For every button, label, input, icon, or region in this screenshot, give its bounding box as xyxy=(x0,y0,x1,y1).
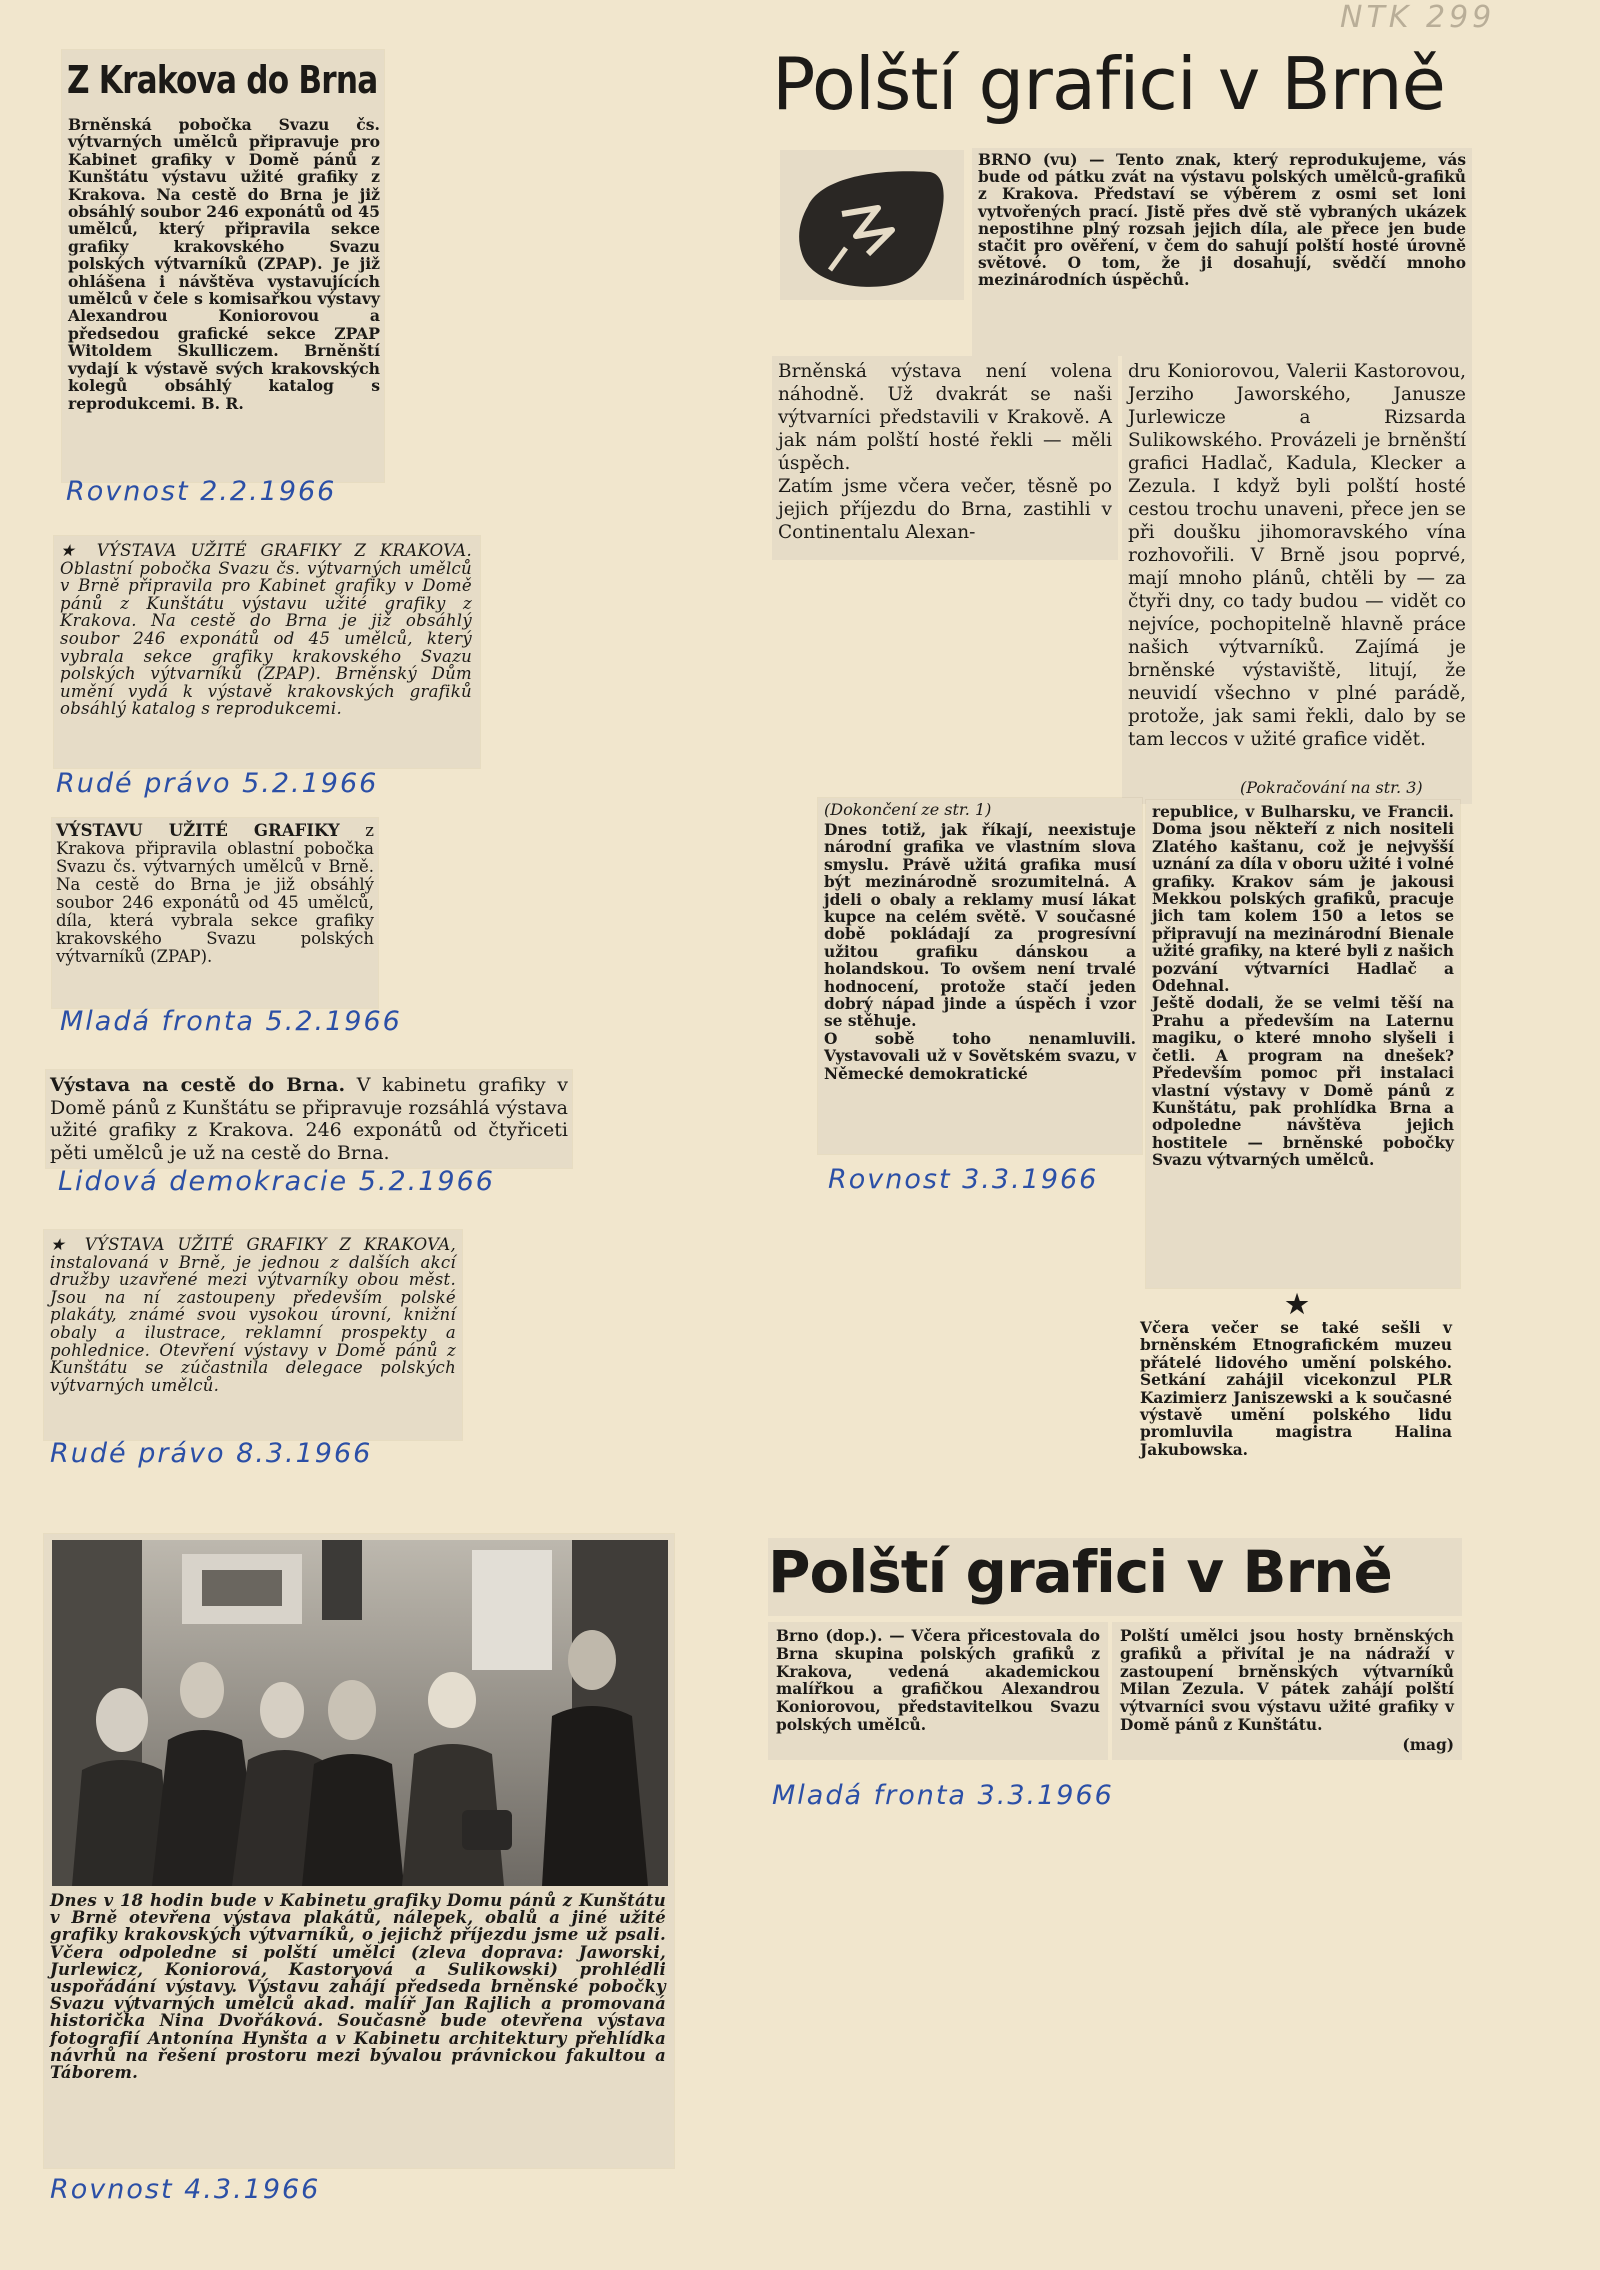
news-photo xyxy=(52,1540,668,1886)
emblem-graphic-icon xyxy=(780,150,964,300)
clipping-vystavu-uzite-grafiky xyxy=(52,818,378,1008)
source-note: Rovnost 3.3.1966 xyxy=(828,1164,1099,1195)
clipping-title: Polští grafici v Brně xyxy=(768,1538,1392,1606)
source-note: Mladá fronta 3.3.1966 xyxy=(772,1780,1114,1811)
clipping-lead: VÝSTAVU UŽITÉ GRAFIKY xyxy=(56,821,340,840)
clipping-vystava-uzite-grafiky-1 xyxy=(54,536,480,768)
source-note: Rudé právo 8.3.1966 xyxy=(50,1438,373,1469)
clipping-column-2: dru Koniorovou, Valerii Kastorovou, Jerziho Jaworského, Janusze Jurlewicze a Rizsarda Sulikowského. Provázeli je brněnští grafici Hadlač, Kadula, Klecker a Zezula. I když byli polští hosté cestou trochu unaveni, přece jen se při doušku jihomoravského vína rozhovořili. V Brně jsou poprvé, mají mnoho plánů, chtěli by — za čtyři dny, co tady budou — vidět co nejvíce, pochopitelně hlavně práce našich výtvarníků. Zajímá je brněnské výstaviště, litují, že neuvidí všechno v plné parádě, protože, jak sami řekli, dalo by se tam leccos v užité grafice vidět. xyxy=(1128,361,1466,750)
source-note: Mladá fronta 5.2.1966 xyxy=(60,1006,402,1037)
photo-group-of-artists xyxy=(52,1540,668,1886)
clipping-body xyxy=(56,822,374,966)
clipping-col1-box xyxy=(772,356,1118,560)
clipping-text: V kabinetu grafiky v Domě pánů z Kunštátu se připravuje rozsáhlá výstava užité grafiky z Krakova. 246 exponátů od čtyřiceti pěti umělců je už na cestě do Brna. xyxy=(50,1074,569,1164)
source-note: Rudé právo 5.2.1966 xyxy=(56,768,379,799)
clipping-col2-box xyxy=(1112,1622,1462,1760)
photo-caption: Dnes v 18 hodin bude v Kabinetu grafiky Domu pánů z Kunštátu v Brně otevřena výstava plakátů, nálepek, obalů a jiné užité grafiky krakovských výtvarníků, o jejichž příjezdu jsme už psali. Včera odpoledne si polští umělci (zleva doprava: Jaworski, Jurlewicz, Koniorová, Kastoryová a Sulikowski) prohlédli uspořádání výstavy. Výstavu zahájí předseda brněnské pobočky Svazu výtvarných umělců akad. malíř Jan Rajlich a promovaná historička Nina Dvořáková. Současně bude otevřena výstava fotografií Antonína Hynšta a v Kabinetu architektury přehlídka návrhů na řešení prostoru mezi bývalou právnickou fakultou a Táborem. xyxy=(50,1891,666,2083)
archive-number: NTK 299 xyxy=(1340,0,1496,35)
clipping-title: Z Krakova do Brna xyxy=(67,58,378,102)
clipping-dokonceni-col2b xyxy=(1132,1290,1462,1498)
clipping-column-2b: Včera večer se také sešli v brněnském Etnografickém muzeu přátelé lidového umění polského. Setkání zahájil vicekonzul PLR Kazimierz Janiszewski a k současné výstavě umění polského lidu promluvila magistra Halina Jakubowska. xyxy=(1140,1319,1452,1459)
clipping-lead-box xyxy=(972,148,1472,356)
clipping-polsti-grafici-main xyxy=(772,42,1474,778)
clipping-vystava-uzite-grafiky-2 xyxy=(44,1230,462,1440)
clipping-lead: Výstava na cestě do Brna. xyxy=(50,1074,346,1096)
clipping-z-krakova-do-brna xyxy=(62,50,384,482)
clipping-body: Brněnská pobočka Svazu čs. výtvarných umělců připravuje pro Kabinet grafiky v Domě pánů z Kunštátu výstavu užité grafiky z Krakova. Na cestě do Brna je již obsáhlý soubor 246 exponátů od 45 umělců, který připravila sekce grafiky krakovského Svazu polských výtvarníků (ZPAP). Je již ohlášena i návštěva vystavujících umělců v čele s komisařkou výstavy Alexandrou Koniorovou a předsedou grafické sekce ZPAP Witoldem Skulliczem. Brněnští vydají k výstavě svých krakovských kolegů obsáhlý katalog s reprodukcemi. B. R. xyxy=(68,115,380,413)
source-note: Rovnost 4.3.1966 xyxy=(50,2174,321,2205)
clipping-column-2: republice, v Bulharsku, ve Francii. Doma jsou někteří z nich nositeli Zlatého kaštanu, což je nejvyšší uznání za díla v oboru užité i volné grafiky. Krakov sám je jakousi Mekkou polských grafiků, pracuje jich tam kolem 150 a letos se připravují na mezinárodní Bienale užité grafiky, na které byli z našich pozvání výtvarníci Hadlač a Odehnal. Ještě dodali, že se velmi těší na Prahu a především na Laternu magiku, o které mnoho slyšeli i četli. A program na dnešek? Především pomoc při instalaci vlastní výstavy v Domě pánů z Kunštátu, pak prohlídka Brna a odpoledne návštěva jejich hostitele — brněnské pobočky Svazu výtvarných umělců. xyxy=(1152,803,1454,1170)
continued-from-note: (Dokončení ze str. 1) xyxy=(824,800,992,819)
clipping-column-2: Polští umělci jsou hosty brněnských grafiků a přivítal je na nádraží v zastoupení brněnských výtvarníků Milan Zezula. V pátek zahájí polští výtvarníci svou výstavu užité grafiky v Domě pánů z Kunštátu. xyxy=(1120,1627,1454,1734)
clipping-polsti-grafici-short xyxy=(768,1538,1462,1776)
clipping-col1-box xyxy=(768,1622,1108,1760)
clipping-dokonceni xyxy=(818,798,1142,1154)
clipping-column-1: Brněnská výstava není volena náhodně. Už dvakrát se naši výtvarníci představili v Krakově. A jak nám polští hosté řekli — měli úspěch. Zatím jsme včera večer, těsně po jejich příjezdu do Brna, zastihli v Continentalu Alexan- xyxy=(778,361,1112,543)
source-note: Lidová demokracie 5.2.1966 xyxy=(58,1166,495,1197)
exhibition-emblem xyxy=(780,150,964,300)
source-note: Rovnost 2.2.1966 xyxy=(66,476,337,507)
clipping-column-1: Dnes totiž, jak říkají, neexistuje národní grafika ve vlastním slova smyslu. Právě užitá grafika musí být mezinárodně srozumitelná. A jdeli o obaly a reklamy musí lákat kupce na celém světě. V současné době pokládají za progresívní užitou grafiku dánskou a holandskou. To ovšem není trvalé hodnocení, protože stačí jeden dobrý nápad jinde a úspěch i vzor se stěhuje. O sobě toho nenamluvili. Vystavovali už v Sovětském svazu, v Německé demokratické xyxy=(824,821,1136,1083)
continued-note: (Pokračování na str. 3) xyxy=(1240,778,1423,797)
clipping-photo xyxy=(44,1534,674,2168)
clipping-dokonceni-col2 xyxy=(1146,800,1460,1288)
clipping-text: z Krakova připravila oblastní pobočka Svazu čs. výtvarných umělců v Brně. Na cestě do Brna je již obsáhlý soubor 246 exponátů od 45 umělců, díla, která vybrala sekce grafiky krakovského Svazu polských výtvarníků (ZPAP). xyxy=(56,821,374,966)
clipping-body: ★ VÝSTAVA UŽITÉ GRAFIKY Z KRAKOVA, instalovaná v Brně, je jednou z dalších akcí družby uzavřené mezi výtvarníky obou měst. Jsou na ní zastoupeny především polské plakáty, známé svou vysokou úrovní, knižní obaly a ilustrace, reklamní prospekty a pohlednice. Otevření výstavy v Domě pánů z Kunštátu se zúčastnila delegace polských výtvarných umělců. xyxy=(50,1235,456,1395)
star-separator-icon: ★ xyxy=(1285,1290,1309,1320)
clipping-lead: BRNO (vu) — Tento znak, který reprodukujeme, vás bude od pátku zvát na výstavu polských umělců-grafiků z Krakova. Představí se výběrem z osmi set loni vytvořených prací. Jistě přes dvě stě vybraných ukázek nepostihne plný rozsah jejich díla, ale přece jen bude stačit pro ověření, v čem do sahují polští hosté úrovně světové. O tom, že ji dosahují, svědčí mnoho mezinárodních úspěchů. xyxy=(978,151,1466,290)
clipping-title: Polští grafici v Brně xyxy=(772,42,1445,126)
clipping-vystava-na-ceste xyxy=(46,1070,572,1168)
clipping-body: ★ VÝSTAVA UŽITÉ GRAFIKY Z KRAKOVA. Oblastní pobočka Svazu čs. výtvarných umělců v Brně připravila pro Kabinet grafiky v Domě pánů z Kunštátu výstavu užité grafiky z Krakova. Na cestě do Brna je již obsáhlý soubor 246 exponátů od 45 umělců, který vybrala sekce grafiky krakovského Svazu polských výtvarníků (ZPAP). Brněnský Dům umění vydá k výstavě krakovských grafiků obsáhlý katalog s reprodukcemi. xyxy=(60,541,472,719)
clipping-signature: (mag) xyxy=(1402,1736,1454,1754)
clipping-col2-box xyxy=(1122,356,1472,804)
clipping-body xyxy=(50,1074,568,1164)
clipping-title-box xyxy=(768,1538,1462,1616)
clipping-column-1: Brno (dop.). — Včera přicestovala do Brna skupina polských grafiků z Krakova, vedená akademickou malířkou a grafičkou Alexandrou Koniorovou, představitelkou Svazu polských umělců. xyxy=(776,1627,1100,1734)
